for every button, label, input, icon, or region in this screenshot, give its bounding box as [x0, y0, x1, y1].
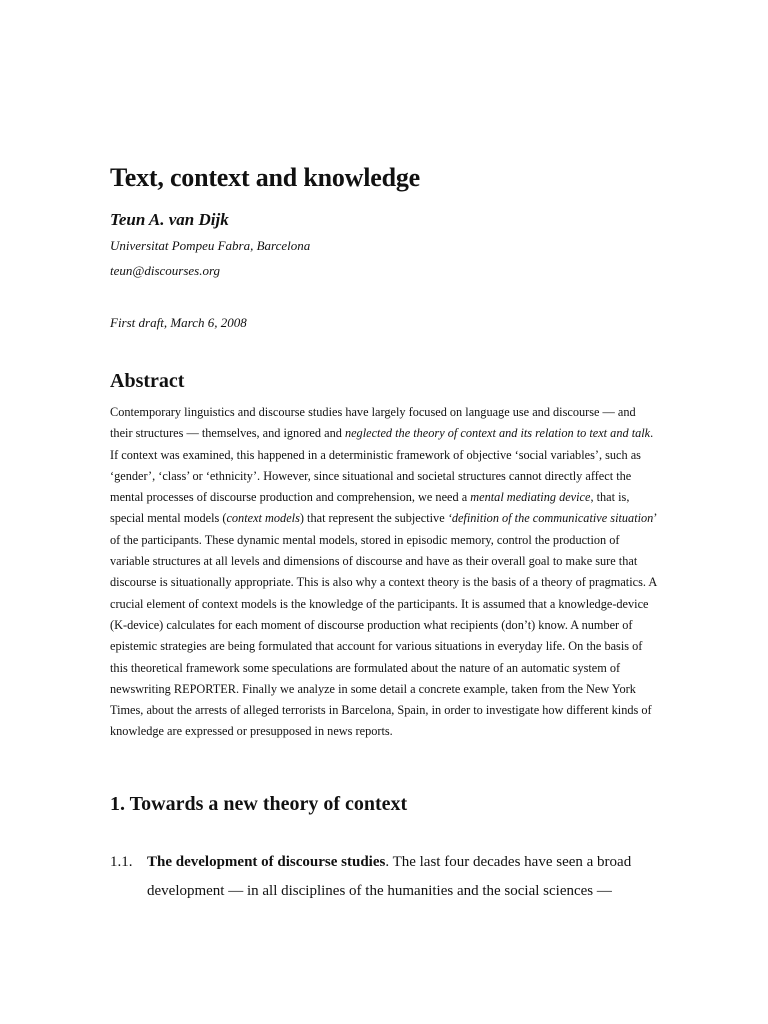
section-heading: 1. Towards a new theory of context: [110, 793, 408, 815]
draft-date: First draft, March 6, 2008: [110, 315, 247, 330]
abstract-text-3: , that is, special mental models (: [110, 490, 630, 526]
abstract-text-1: Contemporary linguistics and discourse studies have largely focused on language use and discourse — and their structures — themselves, and ignored and: [110, 405, 636, 441]
abstract-heading: Abstract: [110, 370, 185, 392]
abstract-emphasis-3: context models: [226, 511, 300, 526]
abstract-emphasis-1: neglected the theory of context and its relation to text and talk: [344, 426, 651, 441]
abstract-paragraph: [110, 402, 658, 743]
subsection-title: The development of discourse studies: [147, 854, 386, 870]
author-email: teun@discourses.org: [110, 263, 221, 278]
abstract-text-2: . If context was examined, this happened in a deterministic framework of objective ‘social variables’, such as ‘gender’, ‘class’ or ‘ethnicity’. However, since situational and societal structures cannot directly affect the mental processes of discourse production and comprehension, we need a: [110, 426, 654, 505]
author-affiliation: Universitat Pompeu Fabra, Barcelona: [110, 238, 311, 253]
abstract-emphasis-2: mental mediating device: [470, 490, 591, 505]
abstract-emphasis-4: ‘definition of the communicative situation: [447, 511, 654, 526]
subsection-number: 1.1.: [110, 854, 133, 870]
subsection-paragraph: [110, 848, 658, 906]
abstract-text-5: ’ of the participants. These dynamic mental models, stored in episodic memory, control the production of variable structures at all levels and dimensions of discourse and have as their overall goal to make sure that discourse is situationally appropriate. This is also why a context theory is the basis of a theory of pragmatics. A crucial element of context models is the knowledge of the participants. It is assumed that a knowledge-device (K-device) calculates for each moment of discourse production what recipients (don’t) know. A number of epistemic strategies are being formulated that account for various situations in everyday life. On the basis of this theoretical framework some speculations are formulated about the nature of an automatic system of newswriting REPORTER. Finally we analyze in some detail a concrete example, taken from the New York Times, about the arrests of alleged terrorists in Barcelona, Spain, in order to investigate how different kinds of knowledge are expressed or presupposed in news reports.: [110, 511, 657, 739]
subsection-text-1: . The last four decades have seen a broad: [385, 854, 632, 870]
abstract-text-4: ) that represent the subjective: [299, 511, 448, 526]
subsection-line-1: [110, 848, 658, 877]
author-name: Teun A. van Dijk: [110, 210, 229, 229]
subsection-line-2: development — in all disciplines of the humanities and the social sciences —: [147, 883, 612, 899]
page-title: Text, context and knowledge: [110, 163, 420, 192]
